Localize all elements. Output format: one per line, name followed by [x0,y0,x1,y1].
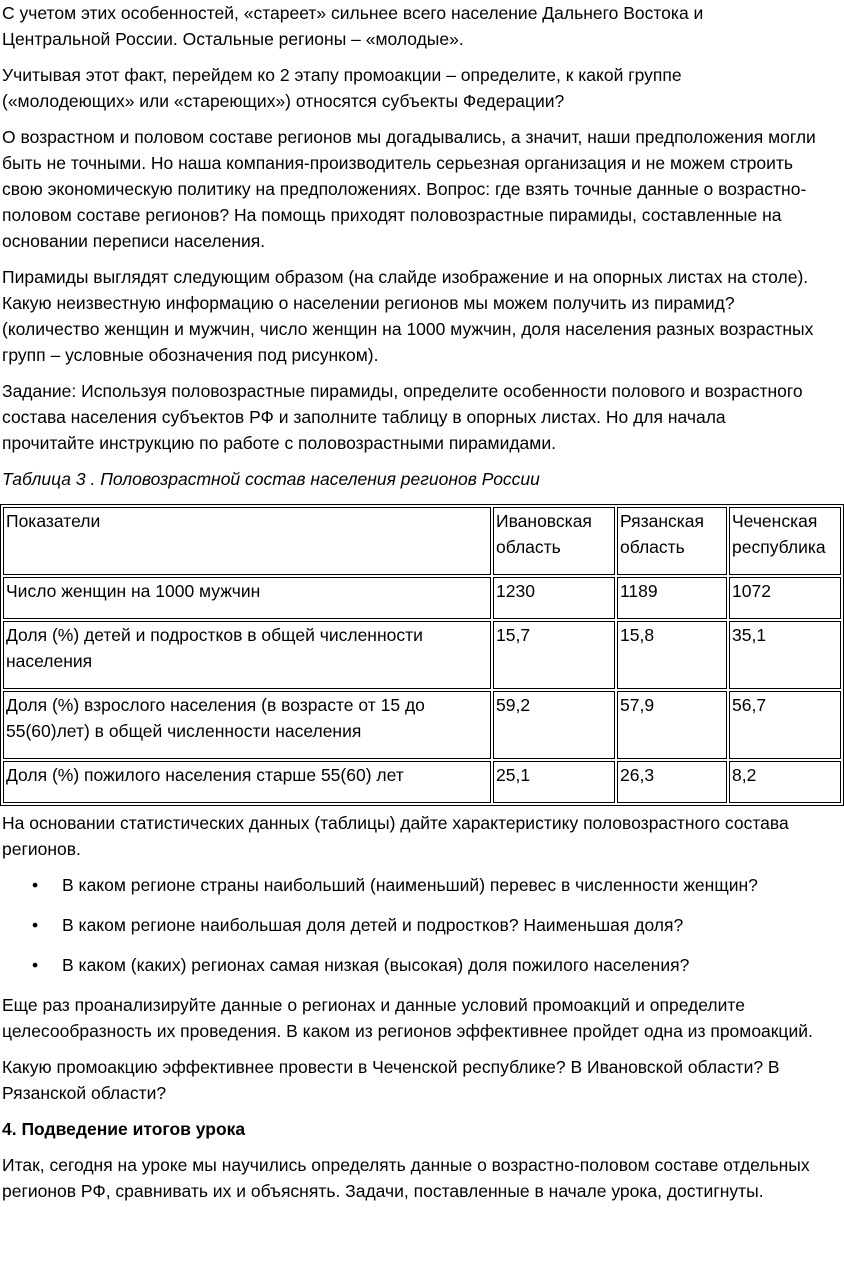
list-item-text: В каком (каких) регионах самая низкая (высокая) доля пожилого населения? [62,955,690,975]
table-cell: 57,9 [617,691,727,759]
paragraph: О возрастном и половом составе регионов мы догадывались, а значит, наши предположения могли быть не точными. Но наша компания-производитель серьезная организация и не можем строить свою экономическую политику на предположениях. Вопрос: где взять точные данные о возрастно-половом составе регионов? На помощь приходят половозрастные пирамиды, составленные на основании переписи населения. [2,127,816,251]
table-caption: Таблица 3 . Половозрастной состав населения регионов России [2,469,540,489]
paragraph: Итак, сегодня на уроке мы научились определять данные о возрастно-половом составе отдельных регионов РФ, сравнивать их и объяснять. Задачи, поставленные в начале урока, достигнуты. [2,1155,810,1201]
paragraph: Еще раз проанализируйте данные о регионах и данные условий промоакций и определите целесообразность их проведения. В каком из регионов эффективнее пройдет одна из промоакций. [2,995,813,1041]
table-cell: Доля (%) детей и подростков в общей численности населения [3,621,491,689]
paragraph: На основании статистических данных (таблицы) дайте характеристику половозрастного состава регионов. [2,813,789,859]
table-cell: 8,2 [729,761,841,803]
table-cell: Число женщин на 1000 мужчин [3,577,491,619]
bullet-icon: • [32,955,39,975]
paragraph: Учитывая этот факт, перейдем ко 2 этапу промоакции – определите, к какой группе («молодеющих» или «стареющих») относятся субъекты Федерации? [2,65,682,111]
table-cell: 1189 [617,577,727,619]
table-cell: 15,8 [617,621,727,689]
list-item-text: В каком регионе наибольшая доля детей и подростков? Наименьшая доля? [62,915,684,935]
bullet-icon: • [32,875,39,895]
table-header-cell: Рязанская область [617,507,727,575]
table-row [3,691,841,759]
table-header-cell: Показатели [3,507,491,575]
table-cell: 25,1 [493,761,615,803]
table-row [3,577,841,619]
list-item [32,952,816,978]
table-cell: 1072 [729,577,841,619]
table-header-row [3,507,841,575]
paragraph: Пирамиды выглядят следующим образом (на слайде изображение и на опорных листах на столе). Какую неизвестную информацию о населении регионов мы можем получить из пирамид? (количество женщин и мужчин, число женщин на 1000 мужчин, доля населения разных возрастных групп – условные обозначения под рисунком). [2,267,814,365]
table-cell: 59,2 [493,691,615,759]
table-cell: 35,1 [729,621,841,689]
table-cell: 26,3 [617,761,727,803]
table-header-cell: Чеченская республика [729,507,841,575]
question-list [0,872,816,978]
paragraph: Какую промоакцию эффективнее провести в Чеченской республике? В Ивановской области? В Рязанской области? [2,1057,780,1103]
list-item-text: В каком регионе страны наибольший (наименьший) перевес в численности женщин? [62,875,758,895]
bullet-icon: • [32,915,39,935]
table-header-cell: Ивановская область [493,507,615,575]
table-row [3,621,841,689]
paragraph: С учетом этих особенностей, «стареет» сильнее всего население Дальнего Востока и Центральной России. Остальные регионы – «молодые». [2,3,704,49]
table-cell: 15,7 [493,621,615,689]
paragraph: Задание: Используя половозрастные пирамиды, определите особенности полового и возрастного состава населения субъектов РФ и заполните таблицу в опорных листах. Но для начала прочитайте инструкцию по работе с половозрастными пирамидами. [2,381,803,453]
table-cell: 56,7 [729,691,841,759]
list-item [32,872,816,898]
population-table [0,504,844,806]
section-heading: 4. Подведение итогов урока [2,1119,246,1139]
table-cell: 1230 [493,577,615,619]
table-cell: Доля (%) взрослого населения (в возрасте от 15 до 55(60)лет) в общей численности населения [3,691,491,759]
list-item [32,912,816,938]
table-row [3,761,841,803]
table-cell: Доля (%) пожилого населения старше 55(60) лет [3,761,491,803]
